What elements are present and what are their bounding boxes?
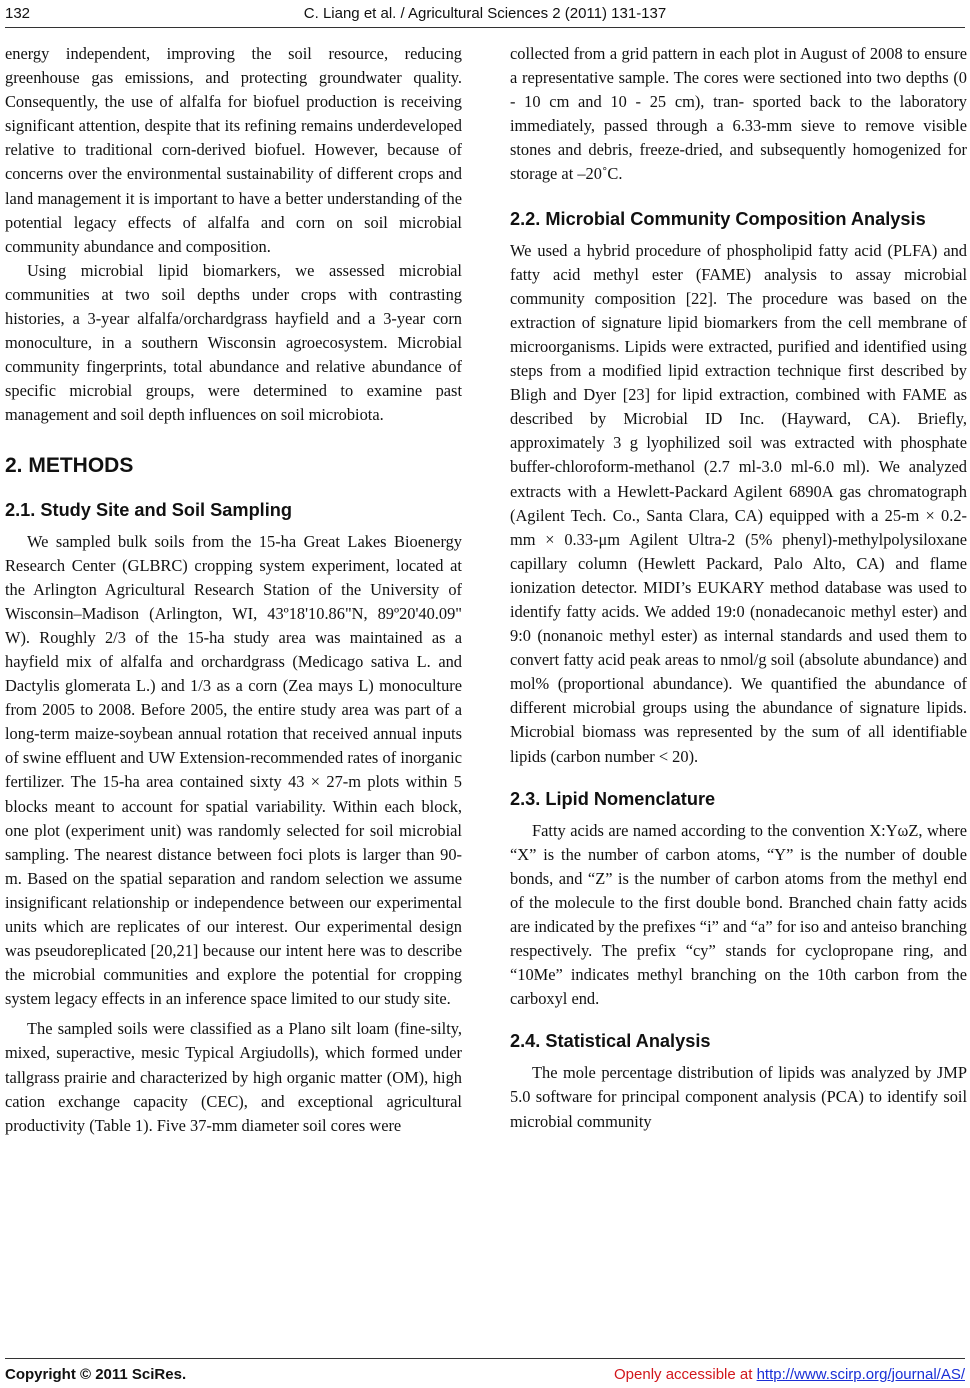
paragraph-plfa-method: We used a hybrid procedure of phospholipid fatty acid (PLFA) and fatty acid methyl ester (FAME) analysis to assay microbial community composition [22]. The procedure was based on the extraction of signature lipid biomarkers from the cell membrane of microorganisms. Lipids were extracted, purified and identified using steps from a modified lipid extraction technique first described by Bligh and Dyer [23] for lipid extraction, combined with FAME as described by Microbial ID Inc. (Hayward, CA). Briefly, approximately 3 g lyophilized soil was extracted with phosphate buffer-chloroform-methanol (2.7 ml-3.0 ml-6.0 ml). We analyzed extracts with a Hewlett-Packard Agilent 6890A gas chromatograph (Agilent Tech. Co., Santa Clara, CA) equipped with a 25-m × 0.2-mm × 0.33-μm Agilent Ultra-2 (5% phenyl)-methylpolysiloxane capillary column (Hewlett Packard, Palo Alto, CA) and flame ionization detector. MIDI’s EUKARY method database was used to identify fatty acids. We added 19:0 (nonadecanoic methyl ester) and 9:0 (nonanoic methyl ester) as internal standards and used them to convert fatty acid peak areas to nmol/g soil (absolute abundance) and mol% (proportional abundance). We quantified the abundance of different microbial groups using the abundance of signature lipids. Microbial biomass was represented by the sum of all identifiable lipids (carbon number < 20). bbox=[510, 240, 967, 766]
page-number: 132 bbox=[5, 5, 31, 22]
page-header bbox=[0, 0, 970, 30]
section-heading-methods: 2. METHODS bbox=[5, 453, 134, 477]
paragraph-study-site: We sampled bulk soils from the 15-ha Great Lakes Bioenergy Research Center (GLBRC) cropping system experiment, located at the Arlington Agricultural Research Station of the University of Wisconsin–Madison (Arlington, WI, 43º18'10.86"N, 89º20'40.09" W). Roughly 2/3 of the 15-ha study area was maintained as a hayfield mix of alfalfa and orchardgrass (Medicago sativa L. and Dactylis glomerata L.) and 1/3 as a corn (Zea mays L) monoculture from 2005 to 2008. Before 2005, the entire study area was part of a long-term maize-soybean annual rotation that received annual inputs of swine effluent and UW Extension-recommended rates of inorganic fertilizer. The 15-ha area contained sixty 43 × 27-m plots within 5 blocks meant to account for spatial variability. Within each block, one plot (experiment unit) was randomly selected for soil microbial sampling. The nearest distance between foci plots is larger than 90-m. Based on the spatial separation and random selection we assume insignificant relationship or independence between our experimental units which are replicates of our interest. Our experimental design was pseudoreplicated [20,21] because our intent here was to describe the microbial communities and explore the potential for cropping system legacy effects in an inference space limited to our study site. bbox=[5, 531, 462, 1009]
right-column bbox=[510, 42, 967, 1134]
paragraph-lipid-biomarkers: Using microbial lipid biomarkers, we assessed microbial communities at two soil depths under crops with contrasting histories, a 3-year alfalfa/orchardgrass hayfield and a 3-year corn monoculture, in a southern Wisconsin agroecosystem. Microbial community fingerprints, total abundance and relative abundance of specific microbial groups, were determined to examine past management and soil depth influences on soil microbiota. bbox=[5, 260, 462, 425]
subsection-heading-study-site: 2.1. Study Site and Soil Sampling bbox=[5, 499, 293, 520]
copyright-notice: Copyright © 2011 SciRes. bbox=[5, 1366, 187, 1383]
subsection-heading-statistics: 2.4. Statistical Analysis bbox=[510, 1031, 711, 1052]
paragraph-statistics: The mole percentage distribution of lipids was analyzed by JMP 5.0 software for principal component analysis (PCA) to identify soil microbial community bbox=[510, 1063, 967, 1131]
footer-rule bbox=[5, 1358, 965, 1359]
paragraph-intro-continued: energy independent, improving the soil resource, reducing greenhouse gas emissions, and protecting groundwater quality. Consequently, the use of alfalfa for biofuel production is receiving significant attention, despite that its refining remains underdeveloped relative to traditional corn-derived biofuel. However, because of concerns over the environmental sustainability of different crops and land management it is important to have a better understanding of the potential legacy effects of alfalfa and corn on soil microbial community abundance and composition. bbox=[5, 44, 462, 256]
running-title: C. Liang et al. / Agricultural Sciences 2 (2011) 131-137 bbox=[303, 5, 667, 22]
paragraph-soil-classification: The sampled soils were classified as a Plano silt loam (fine-silty, mixed, superactive, mesic Typical Argiudolls), which formed under tallgrass prairie and characterized by high organic matter (OM), high cation exchange capacity (CEC), and exceptional agricultural productivity (Table 1). Five 37-mm diameter soil cores were bbox=[5, 1019, 462, 1135]
open-access-notice bbox=[614, 1366, 965, 1383]
left-column bbox=[5, 42, 462, 1138]
subsection-heading-nomenclature: 2.3. Lipid Nomenclature bbox=[510, 788, 716, 809]
open-access-label: Openly accessible at bbox=[614, 1366, 753, 1383]
journal-link[interactable]: http://www.scirp.org/journal/AS/ bbox=[756, 1366, 965, 1383]
subsection-heading-community-analysis: 2.2. Microbial Community Composition Analysis bbox=[510, 208, 926, 229]
paragraph-nomenclature: Fatty acids are named according to the convention X:YωZ, where “X” is the number of carbon atoms, “Y” is the number of double bonds, and “Z” is the number of carbon atoms from the methyl end of the molecule to the first double bond. Branched chain fatty acids are indicated by the prefixes “i” and “a” for iso and anteiso branching respectively. The prefix “cy” stands for cyclopropane ring, and “10Me” indicates methyl branching on the 10th carbon from the carboxyl end. bbox=[510, 820, 967, 1009]
paragraph-sampling-continued: collected from a grid pattern in each plot in August of 2008 to ensure a representative sample. The cores were sectioned into two depths (0 - 10 cm and 10 - 25 cm), tran- sported back to the laboratory immediately, passed through a 6.33-mm sieve to remove visible stones and debris, freeze-dried, and subsequently homogenized for storage at –20˚C. bbox=[510, 44, 967, 184]
header-rule bbox=[5, 27, 965, 28]
page-footer bbox=[0, 1358, 970, 1384]
